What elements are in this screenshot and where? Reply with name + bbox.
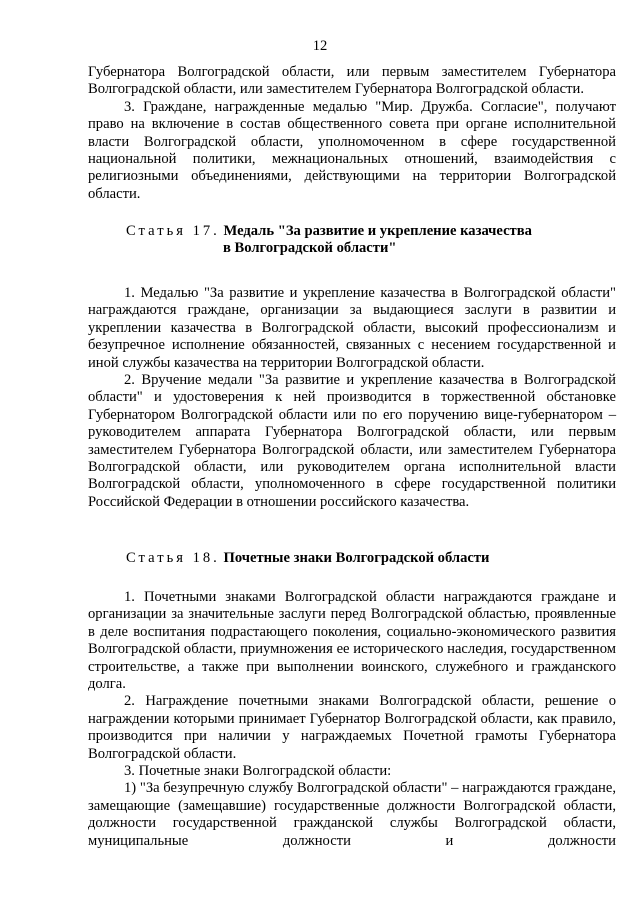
article-17-paragraph-1: 1. Медалью "За развитие и укрепление казачества в Волгоградской области" награждаются граждане, организации за выдающиеся заслуги в развитии и укреплении казачества в Волгоградской области, высокий профессионализм и безупречное исполнение обязанностей, связанных с несением государственной и иной службы казачества на территории Волгоградской области. bbox=[88, 285, 616, 371]
article-18-title: Почетные знаки Волгоградской области bbox=[223, 550, 490, 566]
article-18-heading bbox=[126, 550, 606, 567]
article-18-label: Статья 18. bbox=[126, 550, 220, 566]
intro-section bbox=[88, 64, 616, 203]
article-17-paragraph-2: 2. Вручение медали "За развитие и укрепление казачества в Волгоградской области" и удостоверения к ней производится в торжественной обстановке Губернатором Волгоградской области или по его поручению вице-губернатором – руководителем аппарата Губернатора Волгоградской области, или первым заместителем Губернатора Волгоградской области, или заместителем Губернатора Волгоградской области, или руководителем органа исполнительной власти Волгоградской области, уполномоченного в сфере государственной политики Российской Федерации в отношении российского казачества. bbox=[88, 372, 616, 510]
article-17-title-line2: в Волгоградской области" bbox=[223, 240, 397, 257]
article-18-paragraph-3: 3. Почетные знаки Волгоградской области: bbox=[124, 763, 392, 780]
article-17-heading bbox=[126, 223, 606, 258]
article-18-paragraph-2: 2. Награждение почетными знаками Волгоградской области, решение о награждении которыми принимает Губернатор Волгоградской области, как правило, производится при наличии у награждаемых Почетной грамоты Губернатора Волгоградской области. bbox=[88, 693, 616, 762]
article-18-item-1: 1) "За безупречную службу Волгоградской области" – награждаются граждане, замещающие (замещавшие) государственные должности Волгоградской области, должности государственной гражданской службы Волгоградской области, муниципальные должности и должности bbox=[88, 780, 616, 849]
intro-continuation-paragraph: Губернатора Волгоградской области, или первым заместителем Губернатора Волгоградской области, или заместителем Губернатора Волгоградской области. bbox=[88, 64, 616, 98]
article-17-title-line1: Медаль "За развитие и укрепление казачества bbox=[223, 223, 532, 239]
page-number: 12 bbox=[312, 38, 328, 54]
article-17-label: Статья 17. bbox=[126, 223, 220, 239]
article-18-body bbox=[88, 589, 616, 850]
intro-paragraph-3: 3. Граждане, награжденные медалью "Мир. Дружба. Согласие", получают право на включение в состав общественного совета при органе исполнительной власти Волгоградской области, уполномоченном в сфере государственной национальной политики, межнациональных отношений, взаимодействия с религиозными объединениями, действующими на территории Волгоградской области. bbox=[88, 98, 616, 202]
article-17-body bbox=[88, 285, 616, 511]
article-18-paragraph-1: 1. Почетными знаками Волгоградской области награждаются граждане и организации за значительные заслуги перед Волгоградской областью, проявленные в деле воспитания подрастающего поколения, социально-экономического развития Волгоградской области, приумножения ее исторического наследия, государственном строительстве, а также при выполнении воинского, служебного и гражданского долга. bbox=[88, 589, 616, 693]
